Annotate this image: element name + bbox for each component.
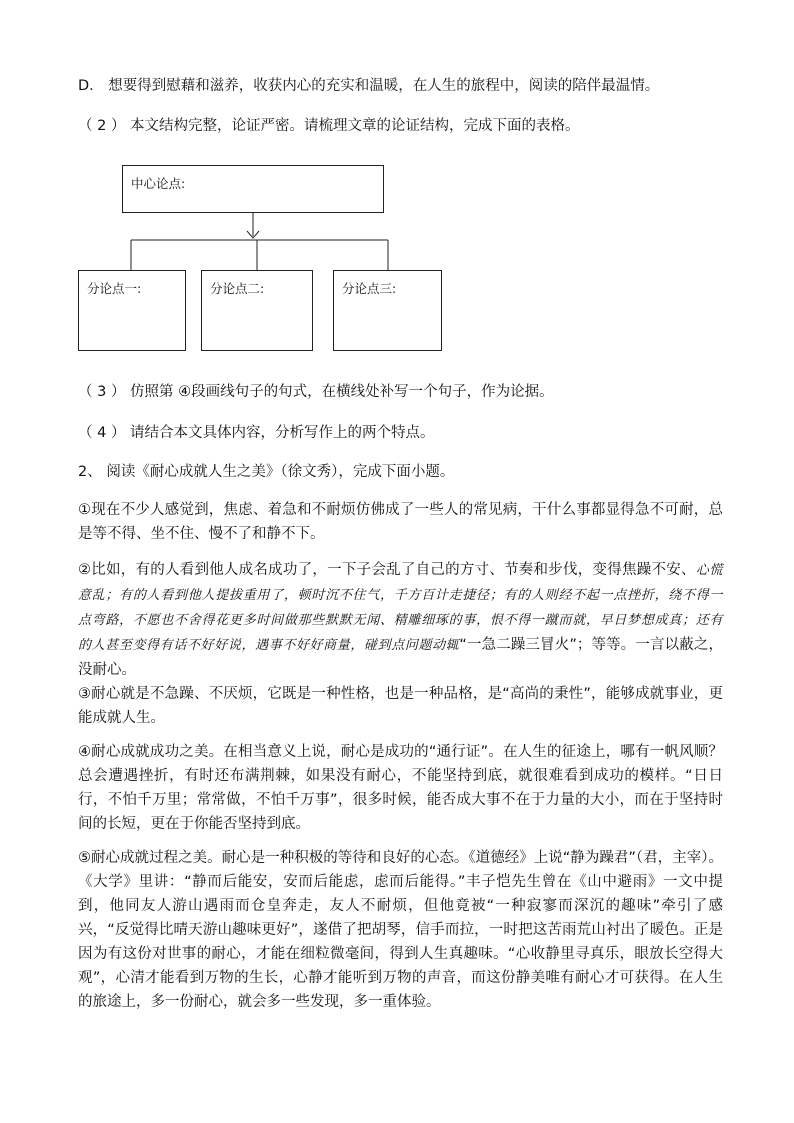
option-d: D． 想要得到慰藉和滋养，收获内心的充实和温暖，在人生的旅程中，阅读的陪伴最温情。 xyxy=(78,78,660,94)
paragraph-1: ①现在不少人感觉到，焦虑、着急和不耐烦仿佛成了一些人的常见病，干什么事都显得急不可耐，总是等不得、坐不住、慢不了和静不下。 xyxy=(78,502,723,542)
sub-argument-2-label: 分论点二: xyxy=(210,281,265,296)
paragraph-2 xyxy=(78,558,723,682)
paragraph-2-end: “一急二躁三冒火”；等等。一言以蔽之，没耐心。 xyxy=(78,637,723,678)
question-4: （ 4 ） 请结合本文具体内容，分析写作上的两个特点。 xyxy=(78,425,435,441)
sub-argument-3-label: 分论点三: xyxy=(342,281,397,296)
central-thesis-label: 中心论点: xyxy=(131,176,186,191)
central-thesis-box[interactable] xyxy=(122,165,384,213)
sub-argument-1-label: 分论点一: xyxy=(87,281,142,296)
sub-argument-2-box[interactable] xyxy=(201,270,313,351)
question-3: （ 3 ） 仿照第 ④段画线句子的句式，在横线处补写一个句子，作为论据。 xyxy=(78,384,554,400)
paragraph-4: ④耐心成就成功之美。在相当意义上说，耐心是成功的“通行证”。在人生的征途上，哪有一帆风顺？总会遭遇挫折，有时还布满荆棘，如果没有耐心，不能坚持到底，就很难看到成功的模样。“日日行，不怕千万里；常常做，不怕千万事”，很多时候，能否成大事不在于力量的大小，而在于坚持时间的长短，更在于你能否坚持到底。 xyxy=(78,744,723,832)
question-2: （ 2 ） 本文结构完整，论证严密。请梳理文章的论证结构，完成下面的表格。 xyxy=(78,118,580,134)
section-2-heading: 2、 阅读《耐心成就人生之美》（徐文秀），完成下面小题。 xyxy=(78,464,455,480)
sub-argument-3-box[interactable] xyxy=(333,270,442,351)
paragraph-5: ⑤耐心成就过程之美。耐心是一种积极的等待和良好的心态。《道德经》上说“静为躁君”（君，主宰）。《大学》里讲：“静而后能安，安而后能虑，虑而后能得。”丰子恺先生曾在《山中避雨》一文中提到，他同友人游山遇雨而仓皇奔走，友人不耐烦，但他竟被“一种寂寥而深沉的趣味”牵引了感兴，“反觉得比晴天游山趣味更好”，遂借了把胡琴，信手而拉，一时把这苦雨荒山衬出了暖色。正是因为有这份对世事的耐心，才能在细粒微毫间，得到人生真趣味。“心收静里寻真乐，眼放长空得大观”，心清才能看到万物的生长，心静才能听到万物的声音，而这份静美唯有耐心才可获得。在人生的旅途上，多一份耐心，就会多一些发现，多一重体验。 xyxy=(78,850,723,1010)
sub-argument-1-box[interactable] xyxy=(78,270,186,351)
paragraph-3: ③耐心就是不急躁、不厌烦，它既是一种性格，也是一种品格，是“高尚的秉性”，能够成就事业，更能成就人生。 xyxy=(78,686,723,726)
paragraph-2-handwritten: 心慌意乱；有的人看到他人提拔重用了，顿时沉不住气，千方百计走捷径；有的人则经不起一点挫折，绕不得一点弯路，不愿也不舍得花更多时间做那些默默无闻、精雕细琢的事，恨不得一蹴而就，早日梦想成真；还有的人甚至变得有话不好好说，遇事不好好商量，碰到点问题动辄 xyxy=(78,563,723,653)
paragraph-2-start: ②比如，有的人看到他人成名成功了，一下子会乱了自己的方寸、节奏和步伐，变得焦躁不安、 xyxy=(78,562,696,578)
